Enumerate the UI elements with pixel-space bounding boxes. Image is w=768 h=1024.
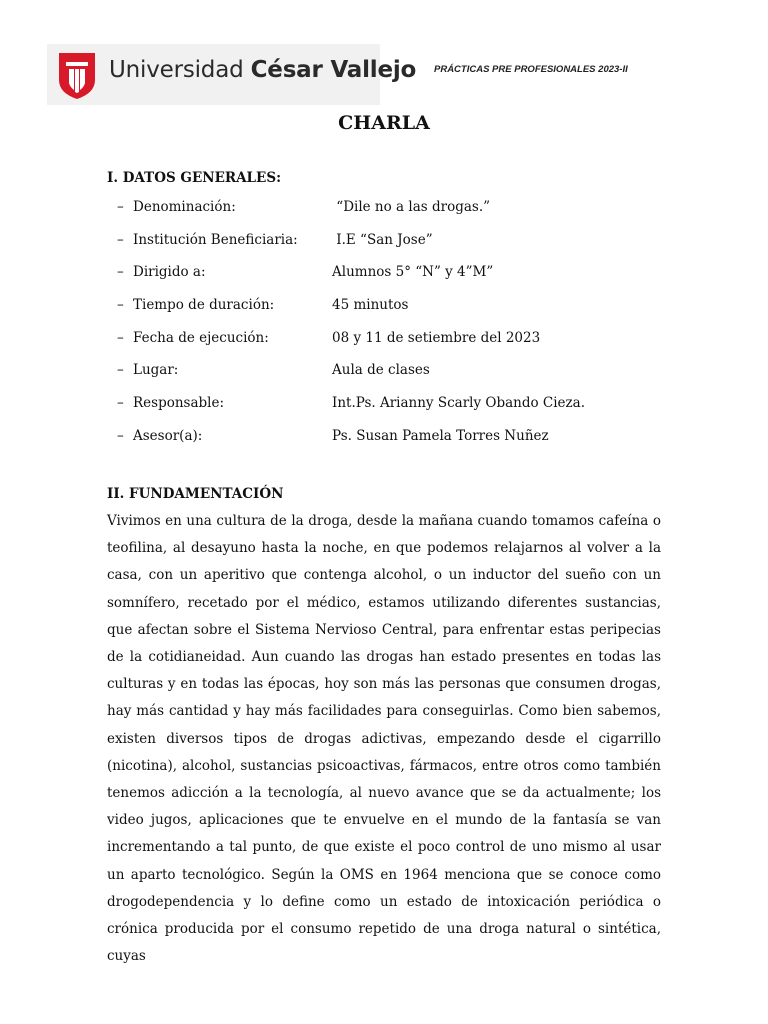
data-row-asesor (107, 425, 667, 458)
university-name-bold: César Vallejo (250, 57, 417, 83)
data-label: Responsable: (133, 395, 225, 412)
data-label: Institución Beneficiaria: (133, 231, 298, 248)
general-data-list (107, 196, 667, 458)
list-bullet: – (117, 329, 124, 346)
data-label: Tiempo de duración: (133, 297, 275, 314)
university-name (109, 54, 416, 86)
data-value: Aula de clases (332, 362, 430, 379)
data-row-lugar (107, 359, 667, 392)
list-bullet: – (117, 264, 124, 281)
data-value: Int.Ps. Arianny Scarly Obando Cieza. (332, 395, 585, 412)
list-bullet: – (117, 297, 124, 314)
data-label: Asesor(a): (133, 427, 203, 444)
list-bullet: – (117, 362, 124, 379)
university-name-regular: Universidad (109, 57, 251, 83)
data-label: Denominación: (133, 199, 236, 215)
data-row-dirigido (107, 261, 667, 294)
ucv-shield-icon (57, 50, 97, 100)
program-label: PRÁCTICAS PRE PROFESIONALES 2023-II (434, 64, 628, 75)
data-row-responsable (107, 392, 667, 425)
section-heading-datos-generales: I. DATOS GENERALES: (107, 170, 282, 186)
list-bullet: – (117, 199, 124, 215)
data-value: Alumnos 5° “N” y 4”M” (332, 264, 494, 281)
data-value: “Dile no a las drogas.” (332, 199, 491, 215)
list-bullet: – (117, 395, 124, 412)
data-row-institucion (107, 229, 667, 262)
university-logo (47, 44, 417, 105)
list-bullet: – (117, 231, 124, 248)
data-label: Dirigido a: (133, 264, 206, 281)
data-value: 45 minutos (332, 297, 409, 314)
data-value: Ps. Susan Pamela Torres Nuñez (332, 427, 549, 444)
data-value: 08 y 11 de setiembre del 2023 (332, 329, 541, 346)
document-title: CHARLA (338, 112, 430, 134)
data-label: Lugar: (133, 362, 179, 379)
data-row-tiempo (107, 294, 667, 327)
data-value: I.E “San Jose” (332, 231, 433, 248)
data-label: Fecha de ejecución: (133, 329, 269, 346)
list-bullet: – (117, 427, 124, 444)
data-row-denominacion (107, 196, 667, 229)
section-heading-fundamentacion: II. FUNDAMENTACIÓN (107, 486, 284, 502)
data-row-fecha (107, 327, 667, 360)
fundamentacion-paragraph: Vivimos en una cultura de la droga, desde la mañana cuando tomamos cafeína o teofilina, al desayuno hasta la noche, en que podemos relajarnos al volver a la casa, con un aperitivo que contenga alcohol, o un inductor del sueño con un somnífero, recetado por el médico, estamos utilizando diferentes sustancias, que afectan sobre el Sistema Nervioso Central, para enfrentar estas peripecias de la cotidianeidad. Aun cuando las drogas han estado presentes en todas las culturas y en todas las épocas, hoy son más las personas que consumen drogas, hay más cantidad y hay más facilidades para conseguirlas. Como bien sabemos, existen diversos tipos de drogas adictivas, empezando desde el cigarrillo (nicotina), alcohol, sustancias psicoactivas, fármacos, entre otros como también tenemos adicción a la tecnología, al nuevo avance que se da actualmente; los video jugos, aplicaciones que te envuelve en el mundo de la fantasía se van incrementando a tal punto, de que existe el poco control de uno mismo al usar un aparto tecnológico. Según la OMS en 1964 menciona que se conoce como drogodependencia y lo define como un estado de intoxicación periódica o crónica producida por el consumo repetido de una droga natural o sintética, cuyas (107, 513, 661, 965)
